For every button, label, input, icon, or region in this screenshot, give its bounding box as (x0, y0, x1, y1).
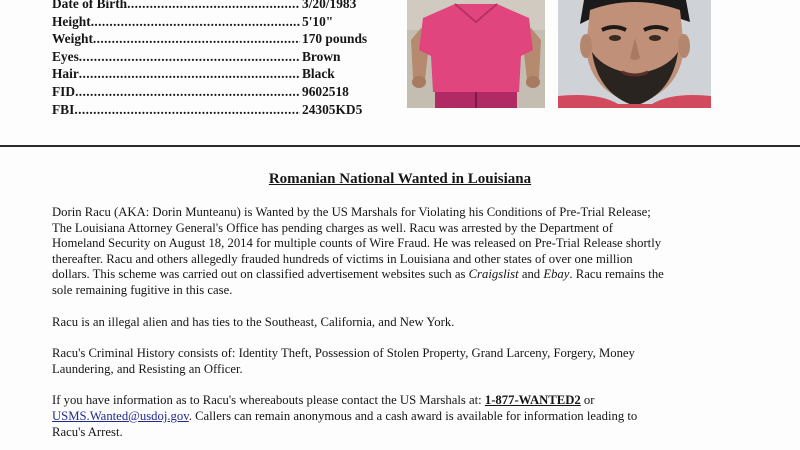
text-line: thereafter. Racu and others allegedly frauded hundreds of victims in Louisiana and other states of over one million (52, 251, 633, 266)
section-divider (0, 145, 800, 147)
text-line: Dorin Racu (AKA: Dorin Munteanu) is Wanted by the US Marshals for Violating his Conditions of Pre-Trial Release; (52, 205, 651, 219)
dot-leader (75, 83, 300, 101)
text-line (52, 409, 752, 425)
desc-row-fid (52, 83, 382, 101)
contact-paragraph (52, 393, 752, 440)
text-line (52, 267, 752, 283)
desc-label: Eyes (52, 48, 79, 64)
desc-row-height (52, 13, 382, 31)
desc-label: Hair (52, 66, 79, 82)
poster-body (52, 205, 752, 450)
tip-email-link[interactable]: USMS.Wanted@usdoj.gov (52, 408, 189, 423)
summary-paragraph (52, 205, 752, 299)
desc-label: Date of Birth (52, 0, 128, 11)
text-fragment: If you have information as to Racu's whereabouts please contact the US Marshals at: (52, 393, 485, 408)
dot-leader (79, 48, 300, 66)
desc-value: 3/20/1983 (302, 0, 357, 11)
criminal-history-paragraph (52, 346, 752, 377)
desc-label: Height (52, 13, 91, 29)
dot-leader (74, 101, 300, 119)
craigslist-text: Craigslist (468, 267, 519, 282)
person-full-body-icon (407, 0, 545, 108)
desc-value: 24305KD5 (302, 101, 363, 117)
text-line: Racu's Criminal History consists of: Identity Theft, Possession of Stolen Property, Grand Larceny, Forgery, Money (52, 346, 635, 361)
dot-leader (79, 65, 300, 83)
desc-value: Brown (302, 48, 341, 64)
text-line (52, 393, 752, 409)
person-face-icon (558, 0, 711, 108)
pink-shirt (419, 4, 533, 92)
text-line: Racu is an illegal alien and has ties to the Southeast, California, and New York. (52, 314, 455, 329)
text-fragment: or (580, 393, 595, 408)
desc-row-dob (52, 0, 382, 13)
desc-label: FID (52, 83, 76, 99)
desc-value: 9602518 (302, 83, 349, 99)
poster-heading: Romanian National Wanted in Louisiana (268, 171, 532, 187)
desc-row-eyes (52, 48, 382, 66)
dot-leader (127, 0, 300, 13)
suspect-photo-full-body (407, 0, 545, 108)
text-line: Homeland Security on August 18, 2014 for multiple counts of Wire Fraud. He was released on Pre-Trial Release shortly (52, 236, 662, 251)
text-fragment: and (518, 267, 544, 282)
dot-leader (93, 30, 300, 48)
desc-row-hair (52, 65, 382, 83)
text-fragment: . Racu remains the (569, 267, 664, 282)
ties-paragraph (52, 315, 752, 331)
desc-value: 5'10" (302, 13, 334, 29)
text-fragment: dollars. This scheme was carried out on classified advertisement websites such as (52, 267, 469, 282)
text-line: Laundering, and Resisting an Officer. (52, 361, 243, 376)
desc-label: FBI (52, 101, 75, 117)
desc-row-weight (52, 30, 382, 48)
physical-description (52, 0, 382, 118)
text-line: The Louisiana Attorney General's Office has pending charges as well. Racu was arrested by the Department of (52, 220, 613, 235)
dot-leader (91, 13, 300, 31)
desc-value: Black (302, 66, 335, 82)
tip-phone-number[interactable]: 1-877-WANTED2 (484, 393, 581, 408)
ebay-text: Ebay (543, 267, 570, 282)
suspect-photo-face (558, 0, 711, 108)
desc-label: Weight (52, 31, 93, 47)
text-fragment: . Callers can remain anonymous and a cash award is available for information leading to (188, 408, 638, 423)
desc-value: 170 pounds (302, 31, 368, 47)
text-line: sole remaining fugitive in this case. (52, 282, 233, 297)
desc-row-fbi (52, 101, 382, 119)
text-line: Racu's Arrest. (52, 424, 123, 439)
